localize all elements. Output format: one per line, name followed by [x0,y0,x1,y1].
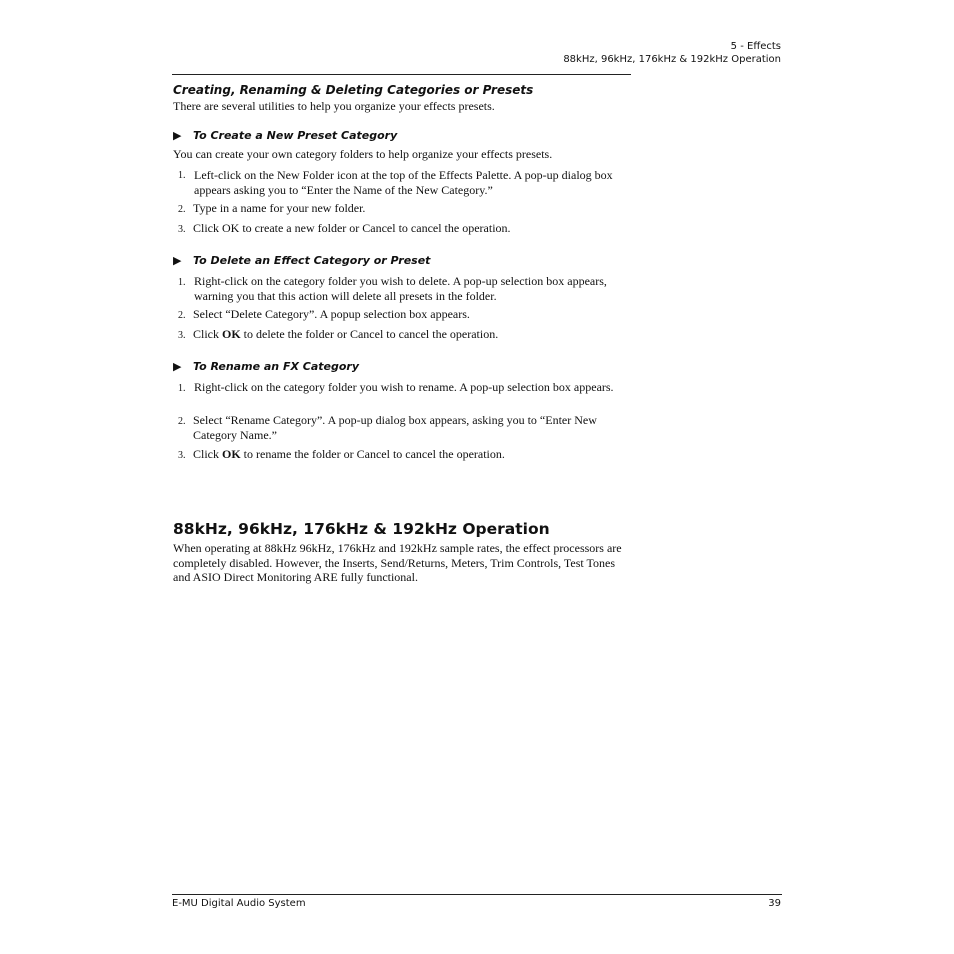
play-triangle-icon: ▶ [173,129,182,142]
subheading: Creating, Renaming & Deleting Categories or Presets [173,83,534,97]
step-number: 2. [178,310,186,321]
play-triangle-icon: ▶ [173,254,182,267]
header-rule [172,74,631,75]
footer-rule [172,894,782,895]
step-number: 1. [178,170,186,181]
running-header [563,40,781,66]
step-text: Click OK to rename the folder or Cancel to cancel the operation. [193,447,505,461]
step-text: Type in a name for your new folder. [193,201,366,215]
play-triangle-icon: ▶ [173,360,182,373]
procedure-title: To Rename an FX Category [193,360,360,373]
step-number: 3. [178,330,186,341]
header-chapter: 5 - Effects [730,41,781,52]
step-text: Right-click on the category folder you wish to rename. A pop-up selection box appears. [194,380,614,394]
step-number: 2. [178,416,186,427]
header-section: 88kHz, 96kHz, 176kHz & 192kHz Operation [563,54,781,65]
procedure-title: To Create a New Preset Category [193,129,398,142]
procedure-heading-delete [173,254,430,267]
step-number: 1. [178,383,186,394]
step-number: 3. [178,224,186,235]
intro-text: There are several utilities to help you organize your effects presets. [173,99,495,113]
procedure-heading-create [173,129,397,142]
page-number: 39 [768,898,781,909]
step-text: Click OK to create a new folder or Cancel to cancel the operation. [193,221,511,235]
footer-product: E-MU Digital Audio System [172,898,306,909]
section-body: When operating at 88kHz 96kHz, 176kHz and 192kHz sample rates, the effect processors are completely disabled. However, the Inserts, Send/Returns, Meters, Trim Controls, Test Tones and ASIO Direct Monitoring ARE fully functional. [173,541,622,584]
step-number: 1. [178,277,186,288]
step-number: 3. [178,450,186,461]
step-number: 2. [178,204,186,215]
step-text: Click OK to delete the folder or Cancel to cancel the operation. [193,327,499,341]
create-description: You can create your own category folders to help organize your effects presets. [173,147,553,161]
step-text: Right-click on the category folder you wish to delete. A pop-up selection box appears, warning you that this action will delete all presets in the folder. [194,274,607,303]
step-text: Left-click on the New Folder icon at the top of the Effects Palette. A pop-up dialog box appears asking you to “Enter the Name of the New Category.” [194,168,613,197]
step-text: Select “Rename Category”. A pop-up dialog box appears, asking you to “Enter New Category Name.” [193,413,597,442]
step-text: Select “Delete Category”. A popup selection box appears. [193,307,470,321]
procedure-heading-rename [173,360,359,373]
section-heading: 88kHz, 96kHz, 176kHz & 192kHz Operation [173,520,550,538]
procedure-title: To Delete an Effect Category or Preset [193,254,431,267]
